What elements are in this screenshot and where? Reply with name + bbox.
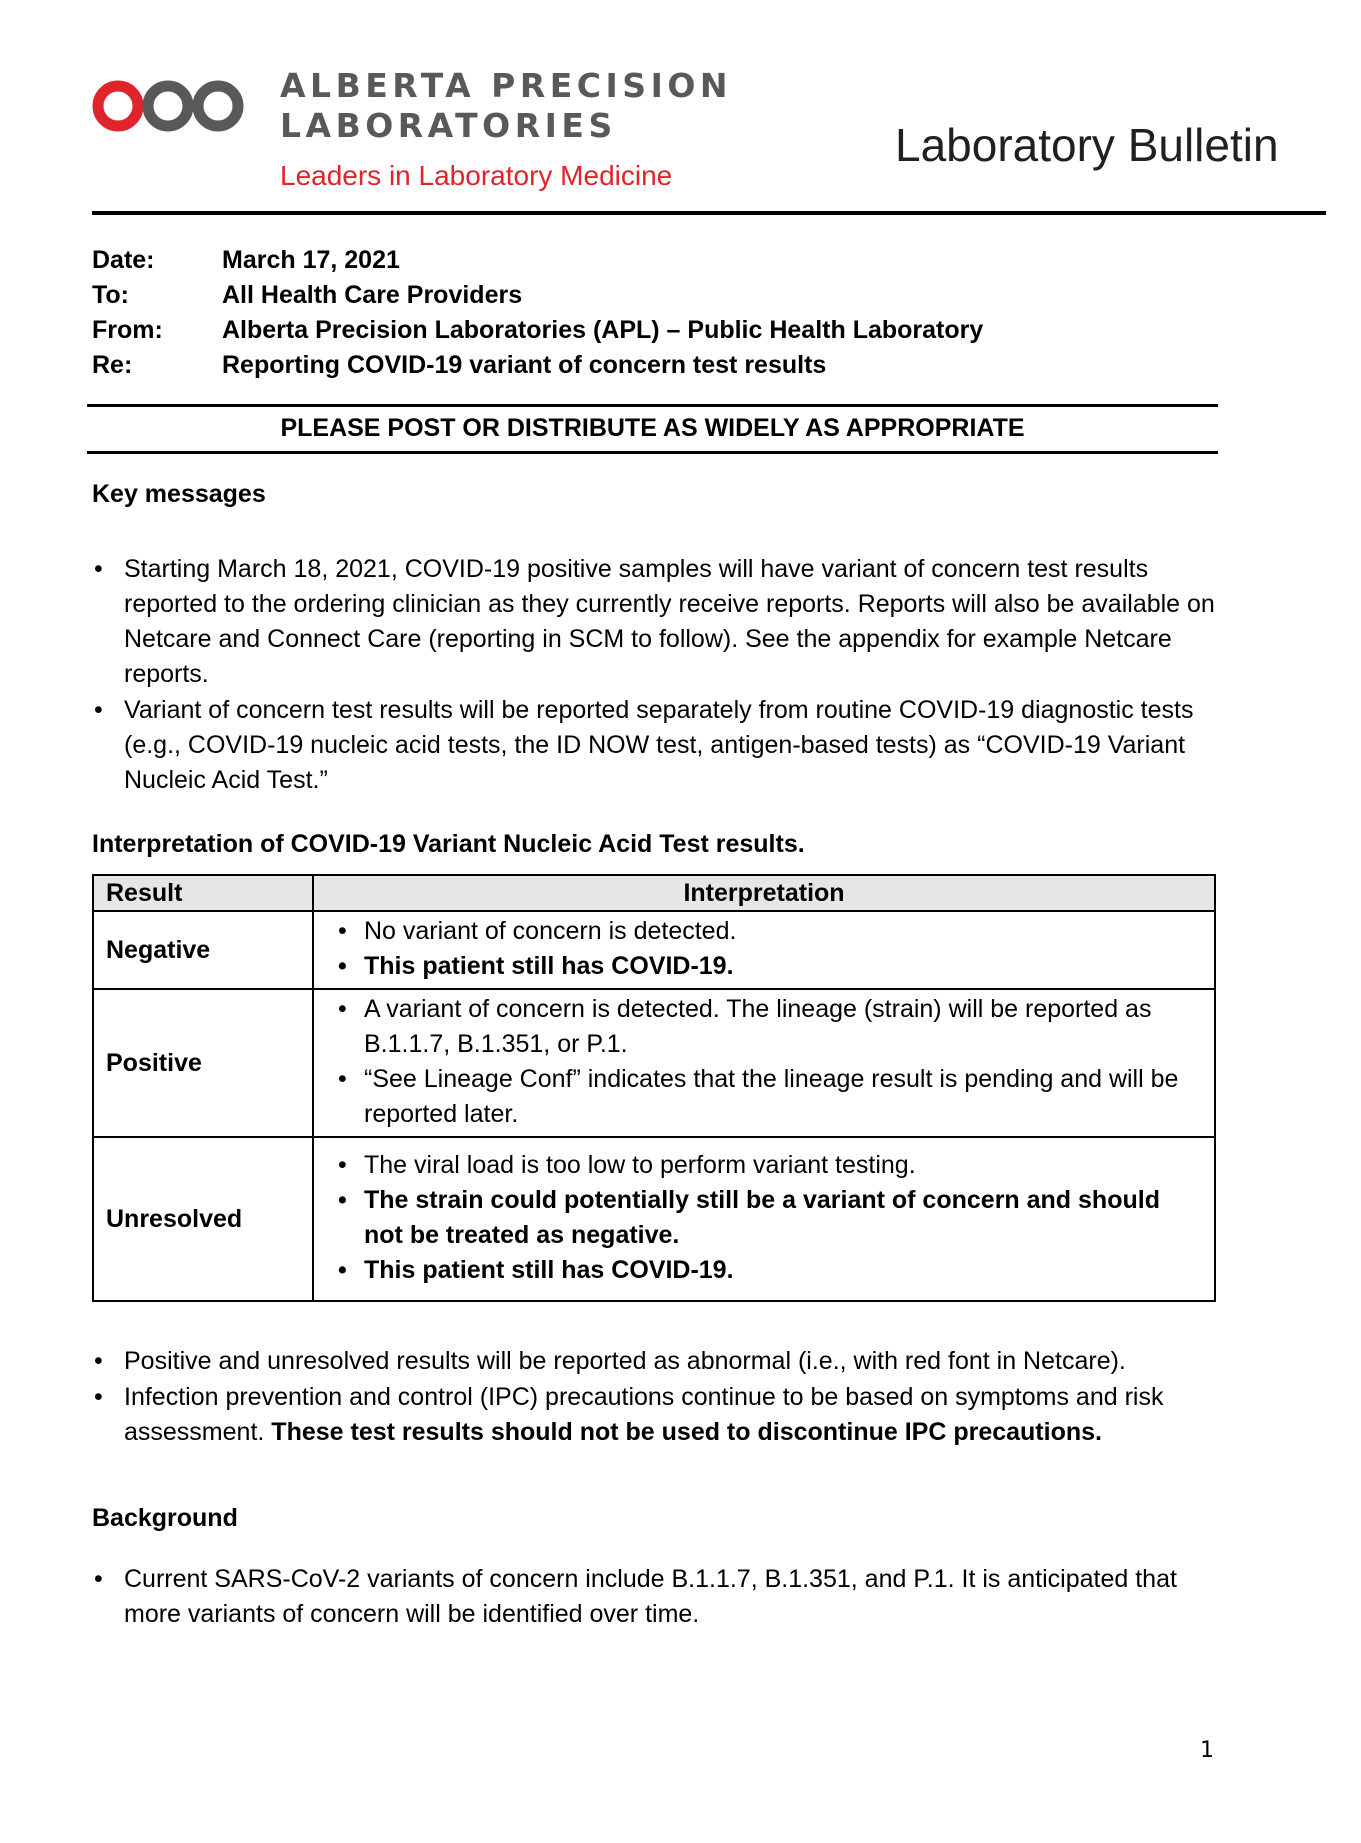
interpretation-cell bbox=[313, 989, 1215, 1137]
memo-re-value: Reporting COVID-19 variant of concern test results bbox=[222, 351, 827, 379]
ipc-note-emphasis: These test results should not be used to discontinue IPC precautions. bbox=[271, 1418, 1102, 1446]
list-item bbox=[92, 1380, 1222, 1450]
list-item: • Starting March 18, 2021, COVID-19 positive samples will have variant of concern test results reported to the ordering clinician as they currently receive reports. Reports will also be available on Netcare and Connect Care (reporting in SCM to follow). See the appendix for example Netcare reports. bbox=[92, 552, 1222, 692]
memo-from-label: From: bbox=[92, 316, 163, 344]
memo-date-value: March 17, 2021 bbox=[222, 246, 400, 274]
list-item: • The strain could potentially still be a variant of concern and should not be treated as negative. bbox=[336, 1183, 1204, 1253]
memo-block bbox=[92, 246, 983, 386]
organization-name-line1: ALBERTA PRECISION bbox=[280, 66, 733, 105]
list-item: • This patient still has COVID-19. bbox=[336, 949, 1204, 984]
table-header-row bbox=[93, 875, 1215, 911]
result-negative: Negative bbox=[93, 911, 313, 989]
organization-tagline: Leaders in Laboratory Medicine bbox=[280, 160, 673, 191]
background-heading: Background bbox=[92, 1504, 238, 1532]
list-item: • Variant of concern test results will be reported separately from routine COVID-19 diagnostic tests (e.g., COVID-19 nucleic acid tests, the ID NOW test, antigen-based tests) as “COVID-19 Variant Nucleic Acid Test.” bbox=[92, 693, 1222, 798]
interpretation-cell bbox=[313, 911, 1215, 989]
interpretation-cell bbox=[313, 1137, 1215, 1301]
memo-from-row bbox=[92, 316, 983, 351]
key-messages-list bbox=[92, 552, 1222, 799]
background-list bbox=[92, 1562, 1222, 1633]
memo-to-label: To: bbox=[92, 281, 130, 309]
post-notice: PLEASE POST OR DISTRIBUTE AS WIDELY AS APPROPRIATE bbox=[87, 404, 1218, 454]
list-item: • This patient still has COVID-19. bbox=[336, 1253, 1204, 1288]
table-row bbox=[93, 1137, 1215, 1301]
organization-name bbox=[280, 66, 732, 146]
result-positive: Positive bbox=[93, 989, 313, 1137]
organization-name-line2: LABORATORIES bbox=[280, 106, 617, 145]
reporting-notes-list bbox=[92, 1344, 1222, 1451]
table-row bbox=[93, 989, 1215, 1137]
memo-from-value: Alberta Precision Laboratories (APL) – Public Health Laboratory bbox=[222, 316, 984, 344]
page-number: 1 bbox=[1200, 1738, 1214, 1763]
list-item: • No variant of concern is detected. bbox=[336, 914, 1204, 949]
list-item: • The viral load is too low to perform variant testing. bbox=[336, 1148, 1204, 1183]
column-header-interpretation: Interpretation bbox=[313, 875, 1215, 911]
ipc-note-text: Infection prevention and control (IPC) precautions continue to be based on symptoms and risk assessment. bbox=[124, 1383, 1164, 1446]
memo-re-row bbox=[92, 351, 983, 386]
bulletin-title: Laboratory Bulletin bbox=[895, 119, 1279, 171]
list-item: • Current SARS-CoV-2 variants of concern include B.1.1.7, B.1.351, and P.1. It is anticipated that more variants of concern will be identified over time. bbox=[92, 1562, 1222, 1632]
key-messages-heading: Key messages bbox=[92, 480, 266, 508]
apl-logo-icon bbox=[92, 78, 244, 134]
list-item: • A variant of concern is detected. The lineage (strain) will be reported as B.1.1.7, B.1.351, or P.1. bbox=[336, 992, 1204, 1062]
memo-re-label: Re: bbox=[92, 351, 133, 379]
column-header-result: Result bbox=[93, 875, 313, 911]
list-item: • Positive and unresolved results will be reported as abnormal (i.e., with red font in Netcare). bbox=[92, 1344, 1222, 1379]
memo-date-label: Date: bbox=[92, 246, 155, 274]
list-item: • “See Lineage Conf” indicates that the lineage result is pending and will be reported later. bbox=[336, 1062, 1204, 1132]
table-row bbox=[93, 911, 1215, 989]
interpretation-table bbox=[92, 874, 1216, 1302]
interpretation-heading: Interpretation of COVID-19 Variant Nucleic Acid Test results. bbox=[92, 830, 805, 858]
memo-date-row bbox=[92, 246, 983, 281]
header-divider bbox=[92, 211, 1326, 215]
memo-to-value: All Health Care Providers bbox=[222, 281, 523, 309]
result-unresolved: Unresolved bbox=[93, 1137, 313, 1301]
memo-to-row bbox=[92, 281, 983, 316]
